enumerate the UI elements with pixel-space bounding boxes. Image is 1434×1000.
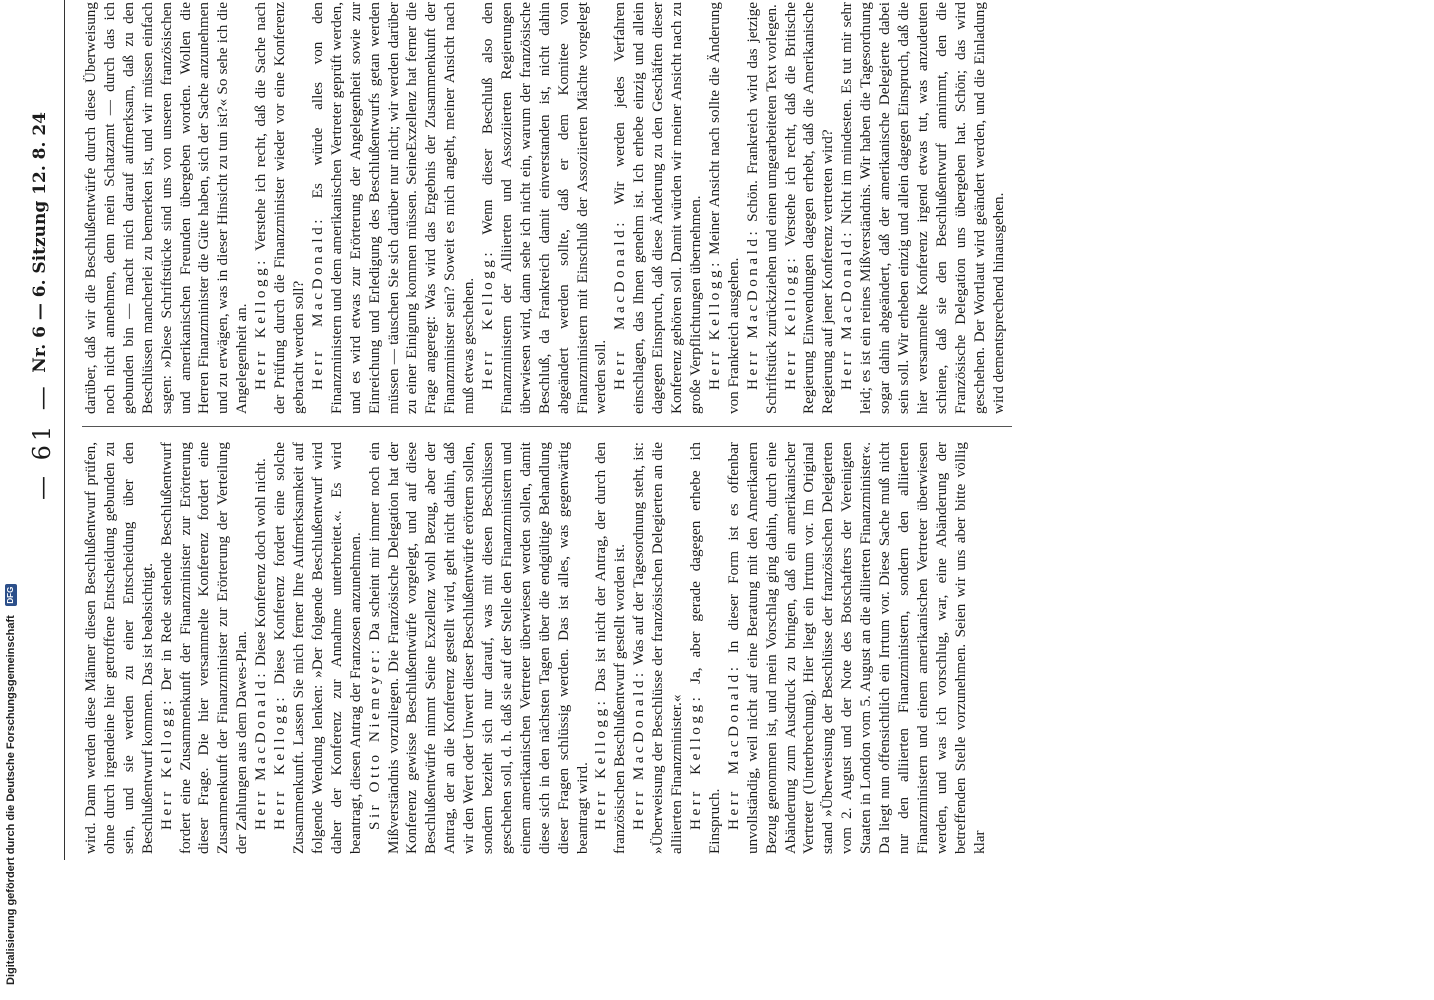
- speech-text: Was auf der Tagesordnung steht, ist: »Überweisung der Beschlüsse der französischen Delegierten an die alliierten Finanzminister.«: [630, 442, 686, 854]
- paragraph: darüber, daß wir die Beschlußentwürfe durch diese Überweisung noch nicht annehmen, denn mein Schatzamt — durch das ich gebunden bin — macht mich darauf aufmerksam, daß zu den Beschlüssen mancherlei zu bemerken ist, und wir müssen einfach sagen: »Diese Schriftstücke sind uns von unseren französischen und amerikanischen Freunden übergeben worden. Wollen die Herren Finanzminister die Güte haben, sich der Sache anzunehmen und zu erwägen, was in dieser Hinsicht zu tun ist?« So sehe ich die Angelegenheit an.: [82, 2, 251, 414]
- page-number: — 61 —: [28, 382, 56, 500]
- header-rule: [64, 0, 65, 860]
- speech-text: Meiner Ansicht nach sollte die Änderung von Frankreich ausgehen.: [705, 2, 742, 414]
- paragraph: [630, 442, 687, 854]
- column-divider: [82, 426, 1012, 427]
- running-title: Nr. 6 — 6. Sitzung 12. 8. 24: [30, 112, 50, 373]
- paragraph: wird. Dann werden diese Männer diesen Beschlußentwurf prüfen, ohne durch irgendeine hier getroffene Entscheidung gebunden zu sein, und sie werden zu einer Entscheidung über den Beschlußentwurf kommen. Das ist beabsichtigt.: [82, 442, 156, 854]
- paragraph: [366, 442, 593, 854]
- page-header: [28, 112, 68, 860]
- speaker-name: Herr MacDonald:: [630, 669, 648, 830]
- speech-text: Wir werden jedes Verfahren einschlagen, das Ihnen genehm ist. Ich erhebe einzig und allein dagegen Einspruch, daß diese Änderung zu den Geschäften dieser Konferenz gehören soll. Damit würden wir meiner Ansicht nach zu große Verpflichtungen übernehmen.: [611, 2, 704, 414]
- credit-text: Digitalisierung gefördert durch die Deutsche Forschungsgemeinschaft: [5, 615, 17, 985]
- speech-text: Ja, aber gerade dagegen erhebe ich Einspruch.: [687, 442, 723, 854]
- speaker-name: Herr Kellogg:: [705, 259, 723, 390]
- speaker-name: Herr MacDonald:: [611, 219, 629, 390]
- speech-text: Schön. Frankreich wird das jetzige Schriftstück zurückziehen und einen umgearbeiteten Text vorlegen.: [743, 2, 780, 414]
- paragraph: [687, 442, 725, 854]
- paragraph: [725, 442, 990, 854]
- right-text-column: [82, 2, 1152, 414]
- paragraph: [252, 442, 271, 854]
- speaker-name: Herr Kellogg:: [271, 693, 289, 830]
- dfg-logo-icon: DFG: [5, 584, 17, 606]
- paragraph: [611, 2, 706, 414]
- speaker-name: Herr Kellogg:: [592, 697, 610, 830]
- speech-text: Da scheint mir immer noch ein Mißverständnis vorzuliegen. Die Französische Delegation hat der Konferenz gewisse Beschlußentwürfe vorgelegt, und auf diese Beschlußentwürfe nimmt Seine Exzellenz wohl Bezug, aber der Antrag, der an die Konferenz gestellt wird, geht nicht dahin, daß wir den Wert oder Unwert dieser Beschlußentwürfe erörtern sollen, sondern bezieht sich nur darauf, was mit diesen Beschlüssen geschehen soll, d. h. daß sie auf der Stelle den Finanzministern und einem amerikanischen Vertreter überwiesen werden sollen, damit diese sich in den nächsten Tagen über die endgültige Behandlung dieser Fragen schlüssig werden. Das ist alles, was gegenwärtig beantragt wird.: [365, 442, 591, 854]
- speaker-name: Herr MacDonald:: [838, 228, 856, 390]
- speaker-name: Herr MacDonald:: [743, 227, 761, 390]
- speech-text: Verstehe ich recht, daß die Britische Regierung Einwendungen dagegen erhebt, daß die Amerikanische Regierung auf jener Konferenz vertreten wird?: [781, 2, 837, 414]
- paragraph: [271, 442, 366, 854]
- paragraph: [782, 2, 839, 414]
- left-text-column: [82, 442, 1022, 854]
- speech-text: Nicht im mindesten. Es tut mir sehr leid; es ist ein reines Mißverständnis. Wir haben die Tagesordnung sogar dahin abgeändert, daß der amerikanische Delegierte dabei sein soll. Wir erheben einzig und allein dagegen Einspruch, daß die hier versammelte Konferenz irgend etwas tut, was anzudeuten schiene, daß sie den Beschlußentwurf annimmt, den die Französische Delegation uns übergeben hat. Schön; das wird geschehen. Der Wortlaut wird geändert werden, und die Einladung wird dementsprechend hinausgehen.: [838, 2, 1007, 414]
- speaker-name: Herr MacDonald:: [252, 669, 270, 830]
- speaker-name: Sir Otto Niemeyer:: [365, 646, 383, 830]
- paragraph: [479, 2, 611, 414]
- speaker-name: Herr MacDonald:: [724, 663, 742, 830]
- speech-text: Diese Konferenz doch wohl nicht.: [252, 458, 270, 667]
- speech-text: In dieser Form ist es offenbar unvollständig, weil nicht auf eine Beratung mit den Amerikanern Bezug genommen ist, und mein Vorschlag ging dahin, durch eine Abänderung zum Ausdruck zu bringen, daß ein amerikanischer Vertreter (Unterbrechung). Hier liegt ein Irrtum vor. Im Original stand »Überweisung der Beschlüsse der französischen Delegierten vom 2. August und der Note des Botschafters der Vereinigten Staaten in London vom 5. August an die alliierten Finanzminister«. Da liegt nun offensichtlich ein Irrtum vor. Diese Sache muß nicht nur den alliierten Finanzministern, sondern den alliierten Finanzministern und einem amerikanischen Vertreter überwiesen werden, und was ich vorschlug, war, eine Abänderung der betreffenden Stelle vorzunehmen. Seien wir uns aber bitte völlig klar: [724, 442, 988, 854]
- paragraph: [838, 2, 1008, 414]
- paragraph: [158, 442, 253, 854]
- speaker-name: Herr MacDonald:: [308, 216, 326, 390]
- paragraph: [706, 2, 744, 414]
- speech-text: Verstehe ich recht, daß die Sache nach der Prüfung durch die Finanzminister wieder vor eine Konferenz gebracht werden soll?: [252, 2, 307, 414]
- speech-text: Der in Rede stehende Beschlußentwurf fordert eine Zusammenkunft der Finanzminister zur Erörterung dieser Frage. Die hier versammelte Konferenz fordert eine Zusammenkunft der Finanzminister zur Erörterung der Verteilung der Zahlungen aus dem Dawes-Plan.: [157, 442, 251, 854]
- digitization-credit: [5, 25, 25, 985]
- speaker-name: Herr Kellogg:: [157, 697, 175, 830]
- paragraph: [744, 2, 782, 414]
- speech-text: Diese Konferenz fordert eine solche Zusammenkunft. Lassen Sie mich ferner Ihre Aufmerksamkeit auf folgende Wendung lenken: »Der folgende Beschlußentwurf wird daher der Konferenz zur Annahme unterbreitet.«. Es wird beantragt, diesen Antrag der Franzosen anzunehmen.: [271, 442, 364, 854]
- speech-text: Es würde alles von den Finanzministern und dem amerikanischen Vertreter geprüft werden, und es wird etwas zur Erörterung der Angelegenheit sowie zur Einreichung und Erledigung des Beschlußentwurfs getan werden müssen — täuschen Sie sich darüber nur nicht; wir werden darüber zu einer Einigung kommen müssen. SeineExzellenz hat ferner die Frage angeregt: Was wird das Ergebnis der Zusammenkunft der Finanzminister sein? Soweit es mich angeht, meiner Ansicht nach muß etwas geschehen.: [308, 1, 478, 414]
- paragraph: [252, 2, 309, 414]
- speaker-name: Herr Kellogg:: [479, 248, 497, 390]
- paragraph: [309, 2, 479, 414]
- speaker-name: Herr Kellogg:: [781, 254, 799, 390]
- speaker-name: Herr Kellogg:: [687, 693, 704, 830]
- speaker-name: Herr Kellogg:: [252, 257, 270, 390]
- speech-text: Wenn dieser Beschluß also den Finanzministern der Alliierten und Assoziierten Regierungen überwiesen wird, dann sehe ich nicht ein, warum der französische Beschluß, da Frankreich damit einverstanden ist, nicht dahin abgeändert werden sollte, daß er dem Komitee von Finanzministern mit Einschluß der Assoziierten Mächte vorgelegt werden soll.: [479, 2, 610, 414]
- speech-text: Das ist nicht der Antrag, der durch den französischen Beschlußentwurf gestellt worden ist.: [592, 441, 629, 854]
- paragraph: [592, 442, 630, 854]
